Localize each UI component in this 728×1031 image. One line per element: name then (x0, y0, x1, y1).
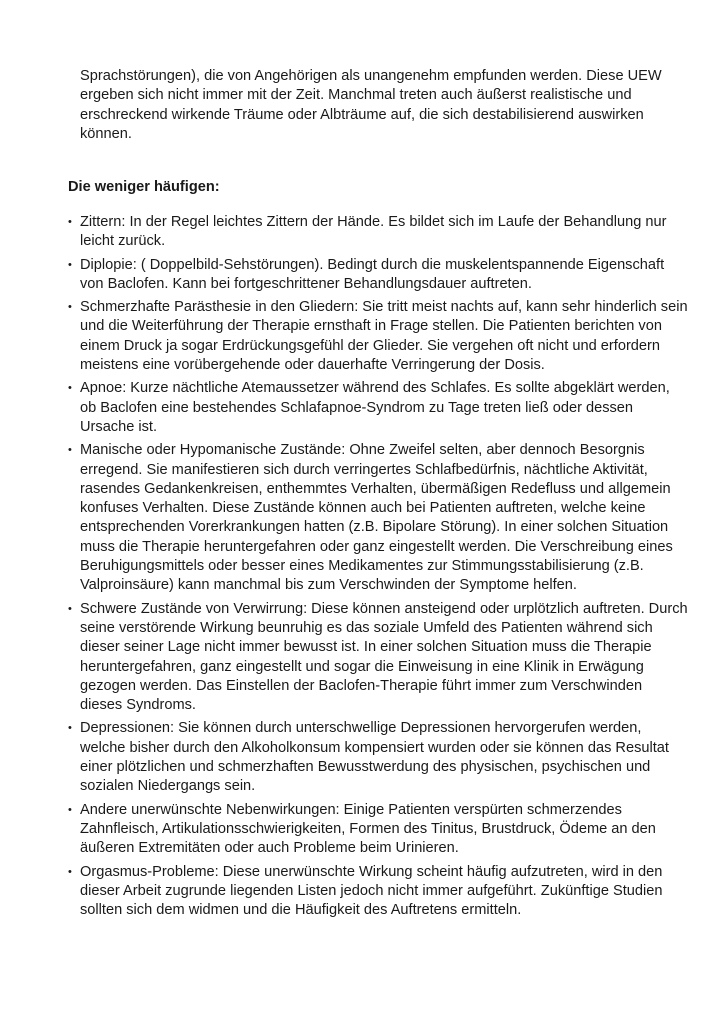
bullet-icon: • (68, 382, 72, 395)
list-item (68, 863, 688, 921)
bullet-icon: • (68, 722, 72, 735)
list-item-text: Manische oder Hypomanische Zustände: Ohne Zweifel selten, aber dennoch Besorgnis erregend. Sie manifestieren sich durch verringertes Schlafbedürfnis, nächtliche Aktivität, rasendes Gedankenkreisen, enthemmtes Verhalten, übermäßigen Redefluss und allgemein konfuses Verhalten. Diese Zustände können auch bei Patienten auftreten, welche keine entsprechenden Vorerkrankungen hatten (z.B. Bipolare Störung). In einer solchen Situation muss die Therapie heruntergefahren oder ganz eingestellt werden. Die Verschreibung eines Beruhigungsmittels oder besser eines Medikamentes zur Stimmungsstabilisierung (z.B. Valproinsäure) kann manchmal bis zum Verschwinden der Symptome helfen. (80, 442, 673, 594)
bullet-icon: • (68, 258, 72, 271)
list-item-text: Apnoe: Kurze nächtliche Atemaussetzer während des Schlafes. Es sollte abgeklärt werden, ob Baclofen eine bestehendes Schlafapnoe-Syndrom zu Tage treten ließ oder dessen Ursache ist. (80, 380, 670, 435)
bullet-icon: • (68, 216, 72, 228)
side-effects-list (68, 213, 688, 924)
section-heading: Die weniger häufigen: (68, 179, 220, 195)
bullet-icon: • (68, 865, 72, 878)
list-item-text: Andere unerwünschte Nebenwirkungen: Einige Patienten verspürten schmerzendes Zahnfleisch, Artikulationsschwierigkeiten, Formen des Tinitus, Brustdruck, Ödeme an den äußeren Extremitäten oder auch Probleme beim Urinieren. (80, 801, 656, 857)
bullet-icon: • (68, 301, 72, 314)
list-item (68, 298, 688, 375)
list-item-text: Schmerzhafte Parästhesie in den Gliedern: Sie tritt meist nachts auf, kann sehr hinderlich sein und die Weiterführung der Therapie ernsthaft in Frage stellen. Die Patienten berichten von einem Druck ja sogar Erdrückungsgefühl der Glieder. Sie vergehen oft nicht und erfordern meistens eine vorübergehende oder dauerhafte Verringerung der Dosis. (80, 299, 688, 374)
list-item (68, 801, 688, 859)
list-item-text: Depressionen: Sie können durch unterschwellige Depressionen hervorgerufen werden, welche bisher durch den Alkoholkonsum kompensiert wurden oder sie können das Resultat einer plötzlichen und schmerzhaften Bewusstwerdung des physischen, psychischen und sozialen Niedergangs sein. (80, 720, 669, 795)
list-item-text: Zittern: In der Regel leichtes Zittern der Hände. Es bildet sich im Laufe der Behandlung nur leicht zurück. (80, 214, 667, 250)
list-item-text: Schwere Zustände von Verwirrung: Diese können ansteigend oder urplötzlich auftreten. Durch seine verstörende Wirkung beunruhig es das soziale Umfeld des Patienten während sich dieser seiner Lage nicht immer bewusst ist. In einer solchen Situation muss die Therapie heruntergefahren, ganz eingestellt und sogar die Einweisung in eine Klinik in Erwägung gezogen werden. Das Einstellen der Baclofen-Therapie führt immer zum Verschwinden dieses Syndroms. (80, 600, 688, 714)
list-item (68, 379, 688, 437)
bullet-icon: • (68, 803, 72, 816)
list-item (68, 441, 688, 595)
list-item (68, 256, 688, 295)
bullet-icon: • (68, 602, 72, 615)
list-item (68, 719, 688, 796)
list-item (68, 600, 688, 716)
intro-paragraph: Sprachstörungen), die von Angehörigen als unangenehm empfunden werden. Diese UEW ergeben sich nicht immer mit der Zeit. Manchmal treten auch äußerst realistische und erschreckend wirkende Träume oder Albträume auf, die sich destabilisierend auswirken können. (80, 68, 662, 142)
list-item-text: Diplopie: ( Doppelbild-Sehstörungen). Bedingt durch die muskelentspannende Eigenschaft von Baclofen. Kann bei fortgeschrittener Behandlungsdauer auftreten. (80, 256, 665, 292)
list-item (68, 213, 688, 252)
bullet-icon: • (68, 444, 72, 457)
list-item-text: Orgasmus-Probleme: Diese unerwünschte Wirkung scheint häufig aufzutreten, wird in den dieser Arbeit zugrunde liegenden Listen jedoch nicht immer aufgeführt. Zukünftige Studien sollten sich dem widmen und die Häufigkeit des Auftretens ermitteln. (80, 863, 663, 919)
